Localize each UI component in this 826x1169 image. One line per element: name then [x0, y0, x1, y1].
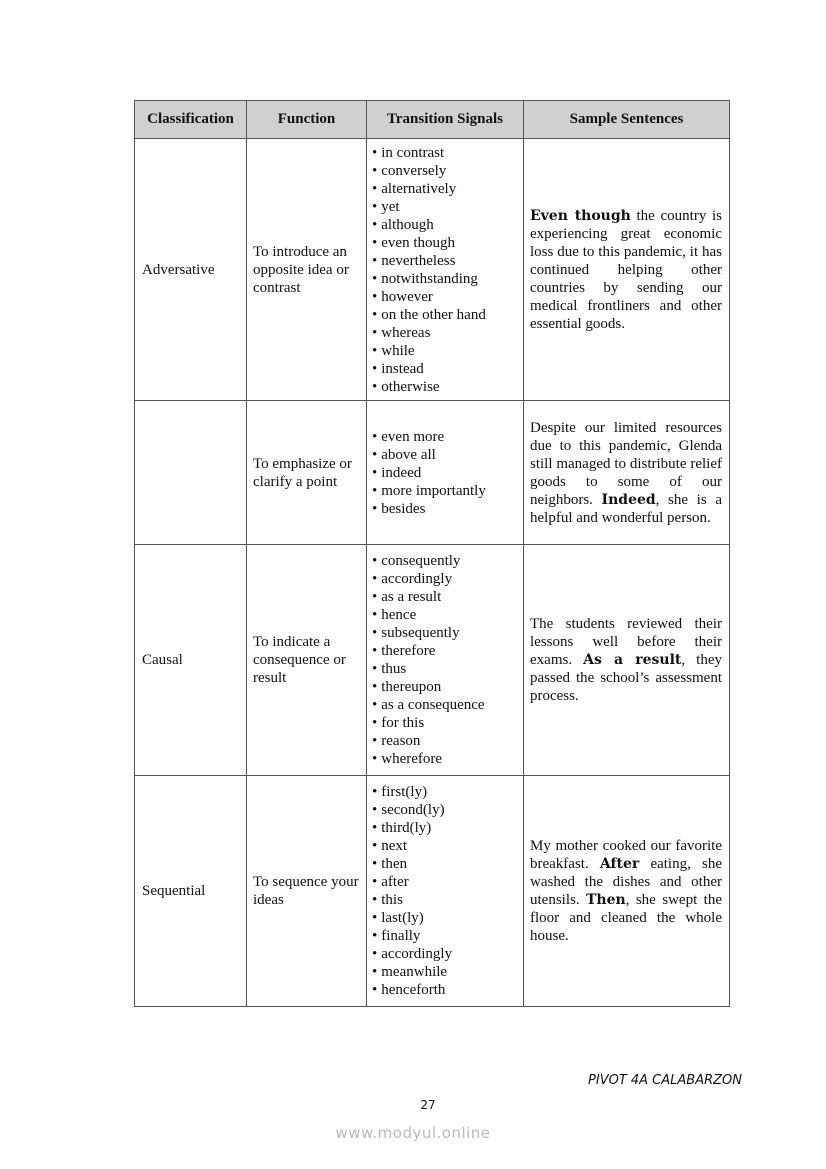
signal-item: • whereas — [372, 324, 521, 342]
sentence-text: the country is experiencing great economic loss due to this pandemic, it has continued helping other countries by sending our medical frontliners and other essential goods. — [530, 207, 722, 332]
sentence-text: My mother cooked our favorite breakfast. — [530, 838, 722, 872]
signal-item: • this — [372, 891, 521, 909]
table-header-row — [135, 101, 730, 139]
function-cell: To introduce an opposite idea or contrast — [247, 139, 367, 401]
signal-item: • for this — [372, 714, 521, 732]
transition-highlight: As a result — [583, 652, 682, 668]
signals-cell — [367, 401, 524, 545]
signal-item: • as a consequence — [372, 696, 521, 714]
header-function: Function — [247, 101, 367, 139]
table-row — [135, 401, 730, 545]
signals-cell — [367, 776, 524, 1007]
sample-sentence-cell — [524, 776, 730, 1007]
transition-signals-table — [134, 100, 730, 1007]
classification-cell: Adversative — [135, 139, 247, 401]
classification-cell: Causal — [135, 545, 247, 776]
signals-list — [372, 144, 521, 396]
signal-item: • third(ly) — [372, 819, 521, 837]
sentence-text: The students reviewed their lessons well before their exams. — [530, 616, 722, 668]
sentence-text: Despite our limited resources due to this pandemic, Glenda still managed to distribute relief goods to some of our neighbors. — [530, 419, 722, 508]
sample-sentence-cell — [524, 401, 730, 545]
function-cell: To sequence your ideas — [247, 776, 367, 1007]
header-transition-signals: Transition Signals — [367, 101, 524, 139]
signal-item: • subsequently — [372, 624, 521, 642]
signal-item: • consequently — [372, 552, 521, 570]
signal-item: • accordingly — [372, 570, 521, 588]
signal-item: • otherwise — [372, 378, 521, 396]
transition-highlight: After — [599, 856, 640, 872]
signal-item: • then — [372, 855, 521, 873]
transition-highlight: Then — [586, 892, 626, 908]
signal-item: • even though — [372, 234, 521, 252]
signal-item: • more importantly — [372, 482, 521, 500]
signals-list — [372, 783, 521, 999]
sentence-text: , she swept the floor and cleaned the whole house. — [530, 892, 722, 944]
signal-item: • henceforth — [372, 981, 521, 999]
sentence-text: , they passed the school’s assessment process. — [530, 652, 722, 704]
signals-cell — [367, 139, 524, 401]
signal-item: • on the other hand — [372, 306, 521, 324]
watermark: www.modyul.online — [335, 1124, 491, 1142]
signal-item: • indeed — [372, 464, 521, 482]
signal-item: • even more — [372, 428, 521, 446]
signal-item: • next — [372, 837, 521, 855]
sentence-text: eating, she washed the dishes and other utensils. — [530, 856, 722, 908]
signal-item: • although — [372, 216, 521, 234]
signal-item: • instead — [372, 360, 521, 378]
signal-item: • yet — [372, 198, 521, 216]
function-cell: To emphasize or clarify a point — [247, 401, 367, 545]
page-number: 27 — [420, 1098, 436, 1112]
signal-item: • however — [372, 288, 521, 306]
sample-sentence-cell — [524, 139, 730, 401]
signal-item: • alternatively — [372, 180, 521, 198]
header-sample-sentences: Sample Sentences — [524, 101, 730, 139]
sample-sentence-cell — [524, 545, 730, 776]
table-row — [135, 139, 730, 401]
signal-item: • hence — [372, 606, 521, 624]
signal-item: • wherefore — [372, 750, 521, 768]
signal-item: • above all — [372, 446, 521, 464]
transition-highlight: Indeed — [601, 491, 656, 508]
signal-item: • reason — [372, 732, 521, 750]
classification-cell — [135, 401, 247, 545]
signal-item: • conversely — [372, 162, 521, 180]
signal-item: • therefore — [372, 642, 521, 660]
header-classification: Classification — [135, 101, 247, 139]
footer-label: PIVOT 4A CALABARZON — [588, 1073, 742, 1088]
signal-item: • accordingly — [372, 945, 521, 963]
transition-highlight: Even though — [530, 207, 631, 224]
table-row — [135, 776, 730, 1007]
function-cell: To indicate a consequence or result — [247, 545, 367, 776]
sentence-text: , she is a helpful and wonderful person. — [530, 491, 722, 526]
table-row — [135, 545, 730, 776]
signal-item: • in contrast — [372, 144, 521, 162]
signal-item: • while — [372, 342, 521, 360]
signals-cell — [367, 545, 524, 776]
signal-item: • meanwhile — [372, 963, 521, 981]
signal-item: • nevertheless — [372, 252, 521, 270]
signal-item: • after — [372, 873, 521, 891]
signal-item: • besides — [372, 500, 521, 518]
signal-item: • thus — [372, 660, 521, 678]
signal-item: • as a result — [372, 588, 521, 606]
signals-list — [372, 428, 521, 518]
signal-item: • finally — [372, 927, 521, 945]
signals-list — [372, 552, 521, 768]
signal-item: • last(ly) — [372, 909, 521, 927]
signal-item: • second(ly) — [372, 801, 521, 819]
classification-cell: Sequential — [135, 776, 247, 1007]
signal-item: • first(ly) — [372, 783, 521, 801]
signal-item: • thereupon — [372, 678, 521, 696]
signal-item: • notwithstanding — [372, 270, 521, 288]
